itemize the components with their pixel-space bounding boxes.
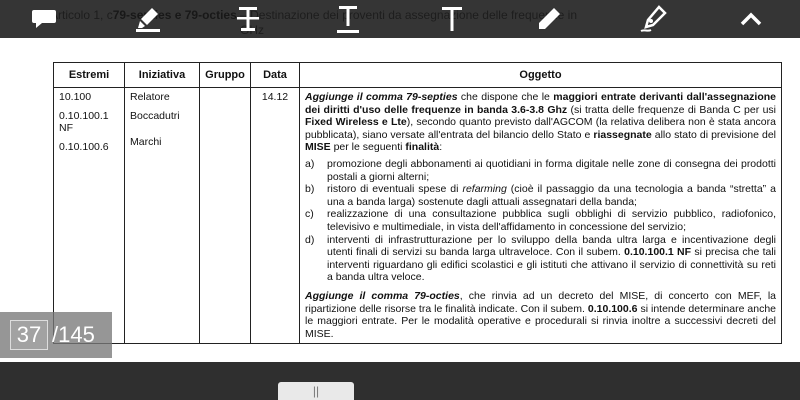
strikethrough-icon[interactable] bbox=[230, 0, 266, 38]
header-oggetto: Oggetto bbox=[300, 63, 782, 88]
cell-gruppo bbox=[200, 88, 251, 344]
estremi-value: 0.10.100.6 bbox=[59, 140, 109, 153]
iniziativa-value: Marchi bbox=[130, 136, 162, 149]
total-pages: /145 bbox=[52, 322, 95, 347]
underline-icon[interactable] bbox=[330, 0, 366, 38]
list-item: c) realizzazione di una consultazione pubblica sugli obblighi di servizio pubblico, radiofonico, televisivo e multimediale, in vista dell'affidamento in concessione del servizio; bbox=[305, 208, 776, 233]
signature-pen-icon[interactable] bbox=[636, 0, 670, 38]
table-header-row bbox=[54, 63, 782, 88]
highlight-icon[interactable] bbox=[130, 0, 166, 38]
finalita-list bbox=[305, 158, 776, 284]
chevron-up-icon[interactable] bbox=[736, 0, 766, 38]
comment-icon[interactable] bbox=[28, 0, 60, 38]
oggetto-paragraph-1: Aggiunge il comma 79-septies che dispone che le maggiori entrate derivanti dall'assegnazione dei diritti d'uso delle frequenze in banda 3.6-3.8 Ghz (si tratta delle frequenze di Banda C per usi Fixed Wireless e Lte), secondo quanto previsto dall'AGCOM (la relativa delibera non è stata ancora pubblicata), siano versate all'entrata del bilancio dello Stato e riassegnate allo stato di previsione del MISE per le seguenti finalità: bbox=[305, 91, 776, 154]
iniziativa-value: Relatore bbox=[130, 91, 170, 103]
list-item: d) interventi di infrastrutturazione per lo sviluppo della banda ultra larga e incentivazione degli utenti finali di servizi su banda larga ultraveloce. Con il subem. 0.10.100.1 NF si precisa che tali interventi riguardano gli edifici scolastici e gli istituti che attivano il servizio di connettività su reti a banda ultra veloce. bbox=[305, 233, 776, 284]
cell-estremi bbox=[54, 88, 125, 344]
amendments-table bbox=[53, 62, 782, 344]
list-item: a) promozione degli abbonamenti ai quotidiani in forma digitale nelle zone di consegna dei prodotti postali a giorni alterni; bbox=[305, 157, 776, 183]
cell-iniziativa bbox=[125, 88, 200, 344]
oggetto-paragraph-2: Aggiunge il comma 79-octies, che rinvia ad un decreto del MISE, di concerto con MEF, la ripartizione delle risorse tra le finalità indicate. Con il subem. 0.10.100.6 si intende determinare anche le maggiori entrate. Per le modalità operative e procedurali si rinvia inoltre a successivi decreti del MISE. bbox=[305, 289, 776, 340]
header-data: Data bbox=[251, 63, 300, 88]
bottom-bar bbox=[0, 362, 800, 400]
page-indicator[interactable] bbox=[0, 312, 112, 358]
estremi-value: 0.10.100.1 NF bbox=[59, 109, 109, 135]
table-row bbox=[54, 88, 782, 344]
header-gruppo: Gruppo bbox=[200, 63, 251, 88]
header-iniziativa: Iniziativa bbox=[125, 63, 200, 88]
text-icon[interactable] bbox=[436, 0, 468, 38]
pencil-icon[interactable] bbox=[532, 0, 566, 38]
iniziativa-value: Boccadutri bbox=[130, 109, 180, 122]
list-item: b) ristoro di eventuali spese di refarming (cioè il passaggio da una tecnologia a banda “stretta” a una a banda larga) sostenute dagli attuali assegnatari della banda; bbox=[305, 183, 776, 208]
header-estremi: Estremi bbox=[54, 63, 125, 88]
current-page-box[interactable]: 37 bbox=[10, 320, 48, 350]
estremi-value: 10.100 bbox=[59, 91, 92, 103]
annotation-toolbar bbox=[0, 0, 800, 38]
scrollbar-thumb[interactable]: || bbox=[278, 382, 354, 400]
cell-data: 14.12 bbox=[251, 88, 300, 344]
cell-oggetto bbox=[300, 88, 782, 344]
